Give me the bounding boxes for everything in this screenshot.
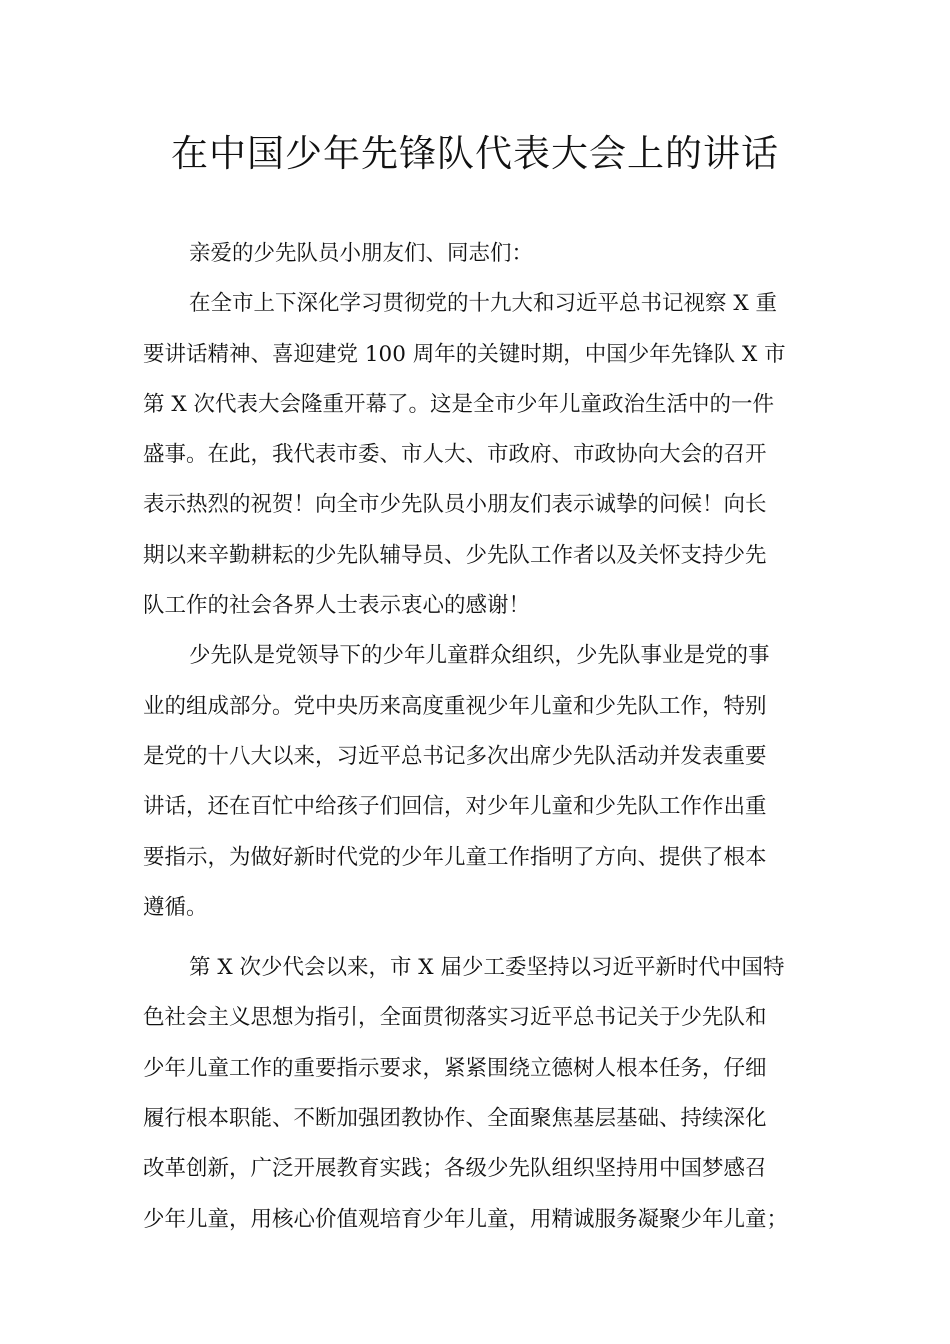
- paragraph-line: 少年儿童工作的重要指示要求，紧紧围绕立德树人根本任务，仔细: [143, 1055, 767, 1081]
- paragraph-line: 是党的十八大以来，习近平总书记多次出席少先队活动并发表重要: [143, 743, 767, 769]
- paragraph-line: 队工作的社会各界人士表示衷心的感谢！: [143, 593, 531, 619]
- paragraph-line: 少年儿童，用核心价值观培育少年儿童，用精诚服务凝聚少年儿童；: [143, 1206, 789, 1232]
- document-body: [143, 229, 815, 1245]
- paragraph-line: 改革创新，广泛开展教育实践；各级少先队组织坚持用中国梦感召: [143, 1156, 767, 1182]
- paragraph-line: 履行根本职能、不断加强团教协作、全面聚焦基层基础、持续深化: [143, 1106, 767, 1132]
- document-title: 在中国少年先锋队代表大会上的讲话: [171, 132, 779, 175]
- paragraph-line: 要指示，为做好新时代党的少年儿童工作指明了方向、提供了根本: [143, 844, 767, 870]
- paragraph-line: 盛事。在此，我代表市委、市人大、市政府、市政协向大会的召开: [143, 442, 767, 468]
- paragraph-line: 在全市上下深化学习贯彻党的十九大和习近平总书记视察 X 重: [189, 291, 777, 317]
- paragraph-line: 第 X 次代表大会隆重开幕了。这是全市少年儿童政治生活中的一件: [143, 391, 774, 417]
- paragraph-gap: [143, 933, 815, 943]
- paragraph-line: 表示热烈的祝贺！向全市少先队员小朋友们表示诚挚的问候！向长: [143, 492, 767, 518]
- paragraph-line: 讲话，还在百忙中给孩子们回信，对少年儿童和少先队工作作出重: [143, 794, 767, 820]
- salutation-line: 亲爱的少先队员小朋友们、同志们：: [189, 241, 534, 266]
- paragraph-line: 少先队是党领导下的少年儿童群众组织，少先队事业是党的事: [189, 643, 770, 669]
- paragraph-line: 遵循。: [143, 894, 208, 920]
- paragraph-line: 色社会主义思想为指引，全面贯彻落实习近平总书记关于少先队和: [143, 1005, 767, 1031]
- paragraph-line: 要讲话精神、喜迎建党 100 周年的关键时期，中国少年先锋队 X 市: [143, 341, 786, 367]
- paragraph-line: 期以来辛勤耕耘的少先队辅导员、少先队工作者以及关怀支持少先: [143, 542, 767, 568]
- paragraph-line: 第 X 次少代会以来，市 X 届少工委坚持以习近平新时代中国特: [189, 955, 785, 981]
- paragraph-line: 业的组成部分。党中央历来高度重视少年儿童和少先队工作，特别: [143, 693, 767, 719]
